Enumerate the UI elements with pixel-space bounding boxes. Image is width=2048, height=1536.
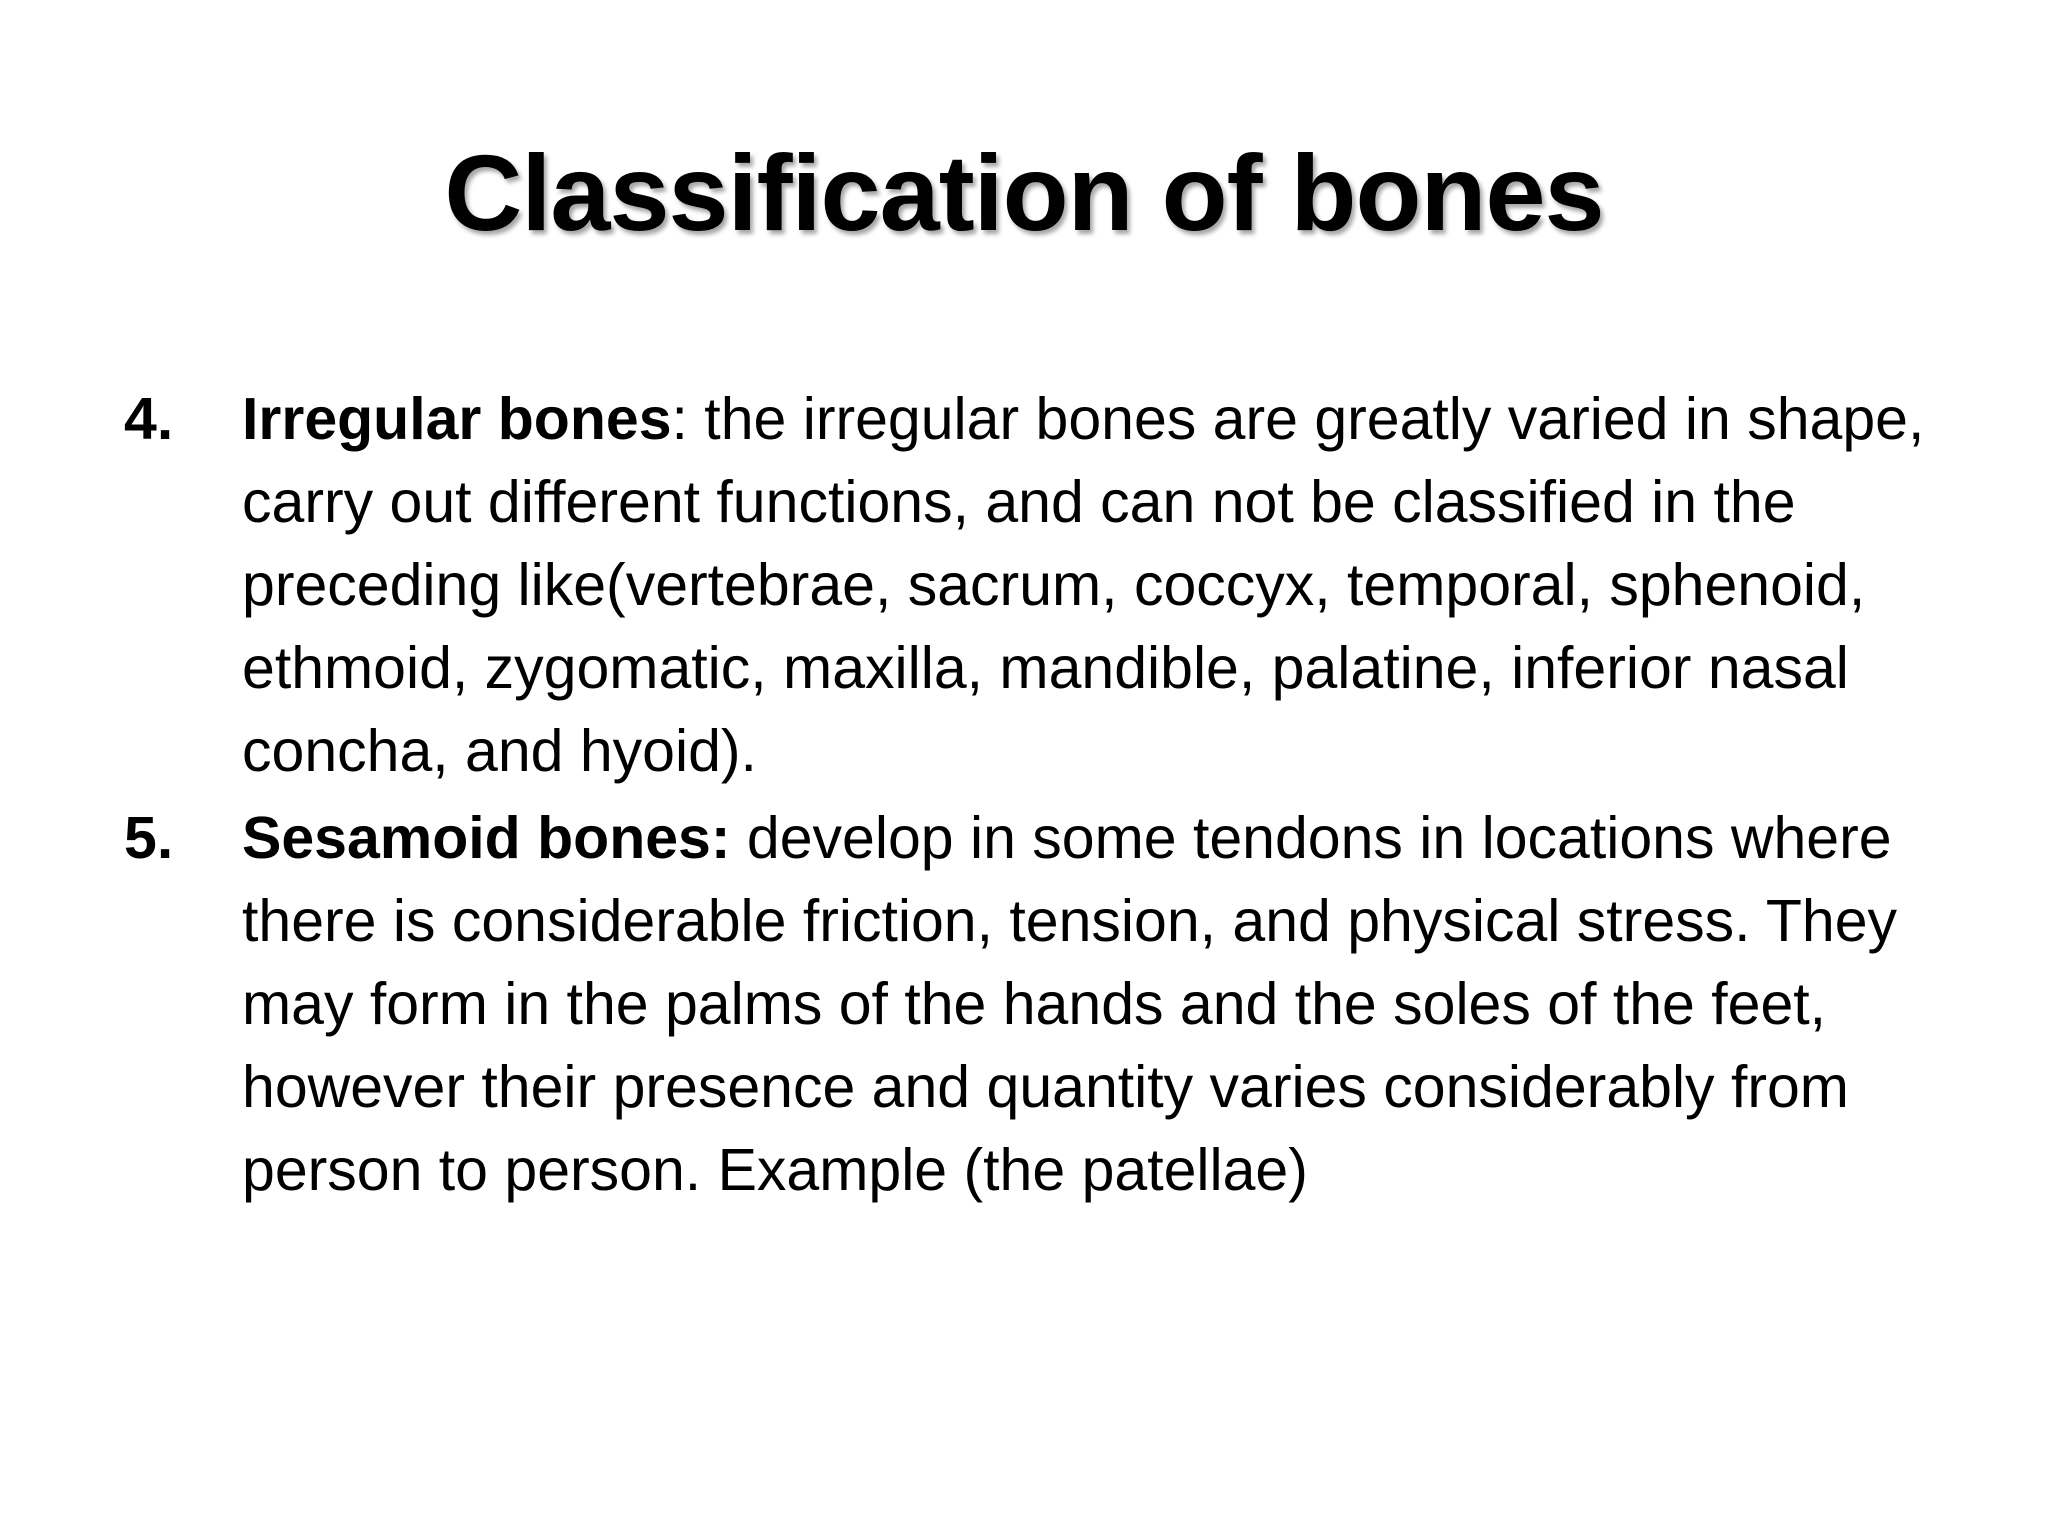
list-item-number: 5. (124, 805, 174, 871)
list-item-text: develop in some tendons in locations where there is considerable friction, tension, and physical stress. They may form in the palms of the hands and the soles of the feet, however their presence and quantity varies considerably from person to person. Example (the patellae) (242, 805, 1898, 1203)
list-item-term: Sesamoid bones: (242, 805, 731, 871)
list-item-term: Irregular bones (242, 386, 672, 452)
numbered-list (124, 378, 1964, 1216)
list-item-number: 4. (124, 386, 174, 452)
slide-title: Classification of bones (444, 132, 1604, 253)
list-item-text: : the irregular bones are greatly varied in shape, carry out different functions, and can not be classified in the preceding like(vertebrae, sacrum, coccyx, temporal, sphenoid, ethmoid, zygomatic, maxilla, mandible, palatine, inferior nasal concha, and hyoid). (242, 386, 1925, 784)
list-item-irregular-bones (124, 378, 1964, 793)
list-item-sesamoid-bones (124, 797, 1964, 1212)
